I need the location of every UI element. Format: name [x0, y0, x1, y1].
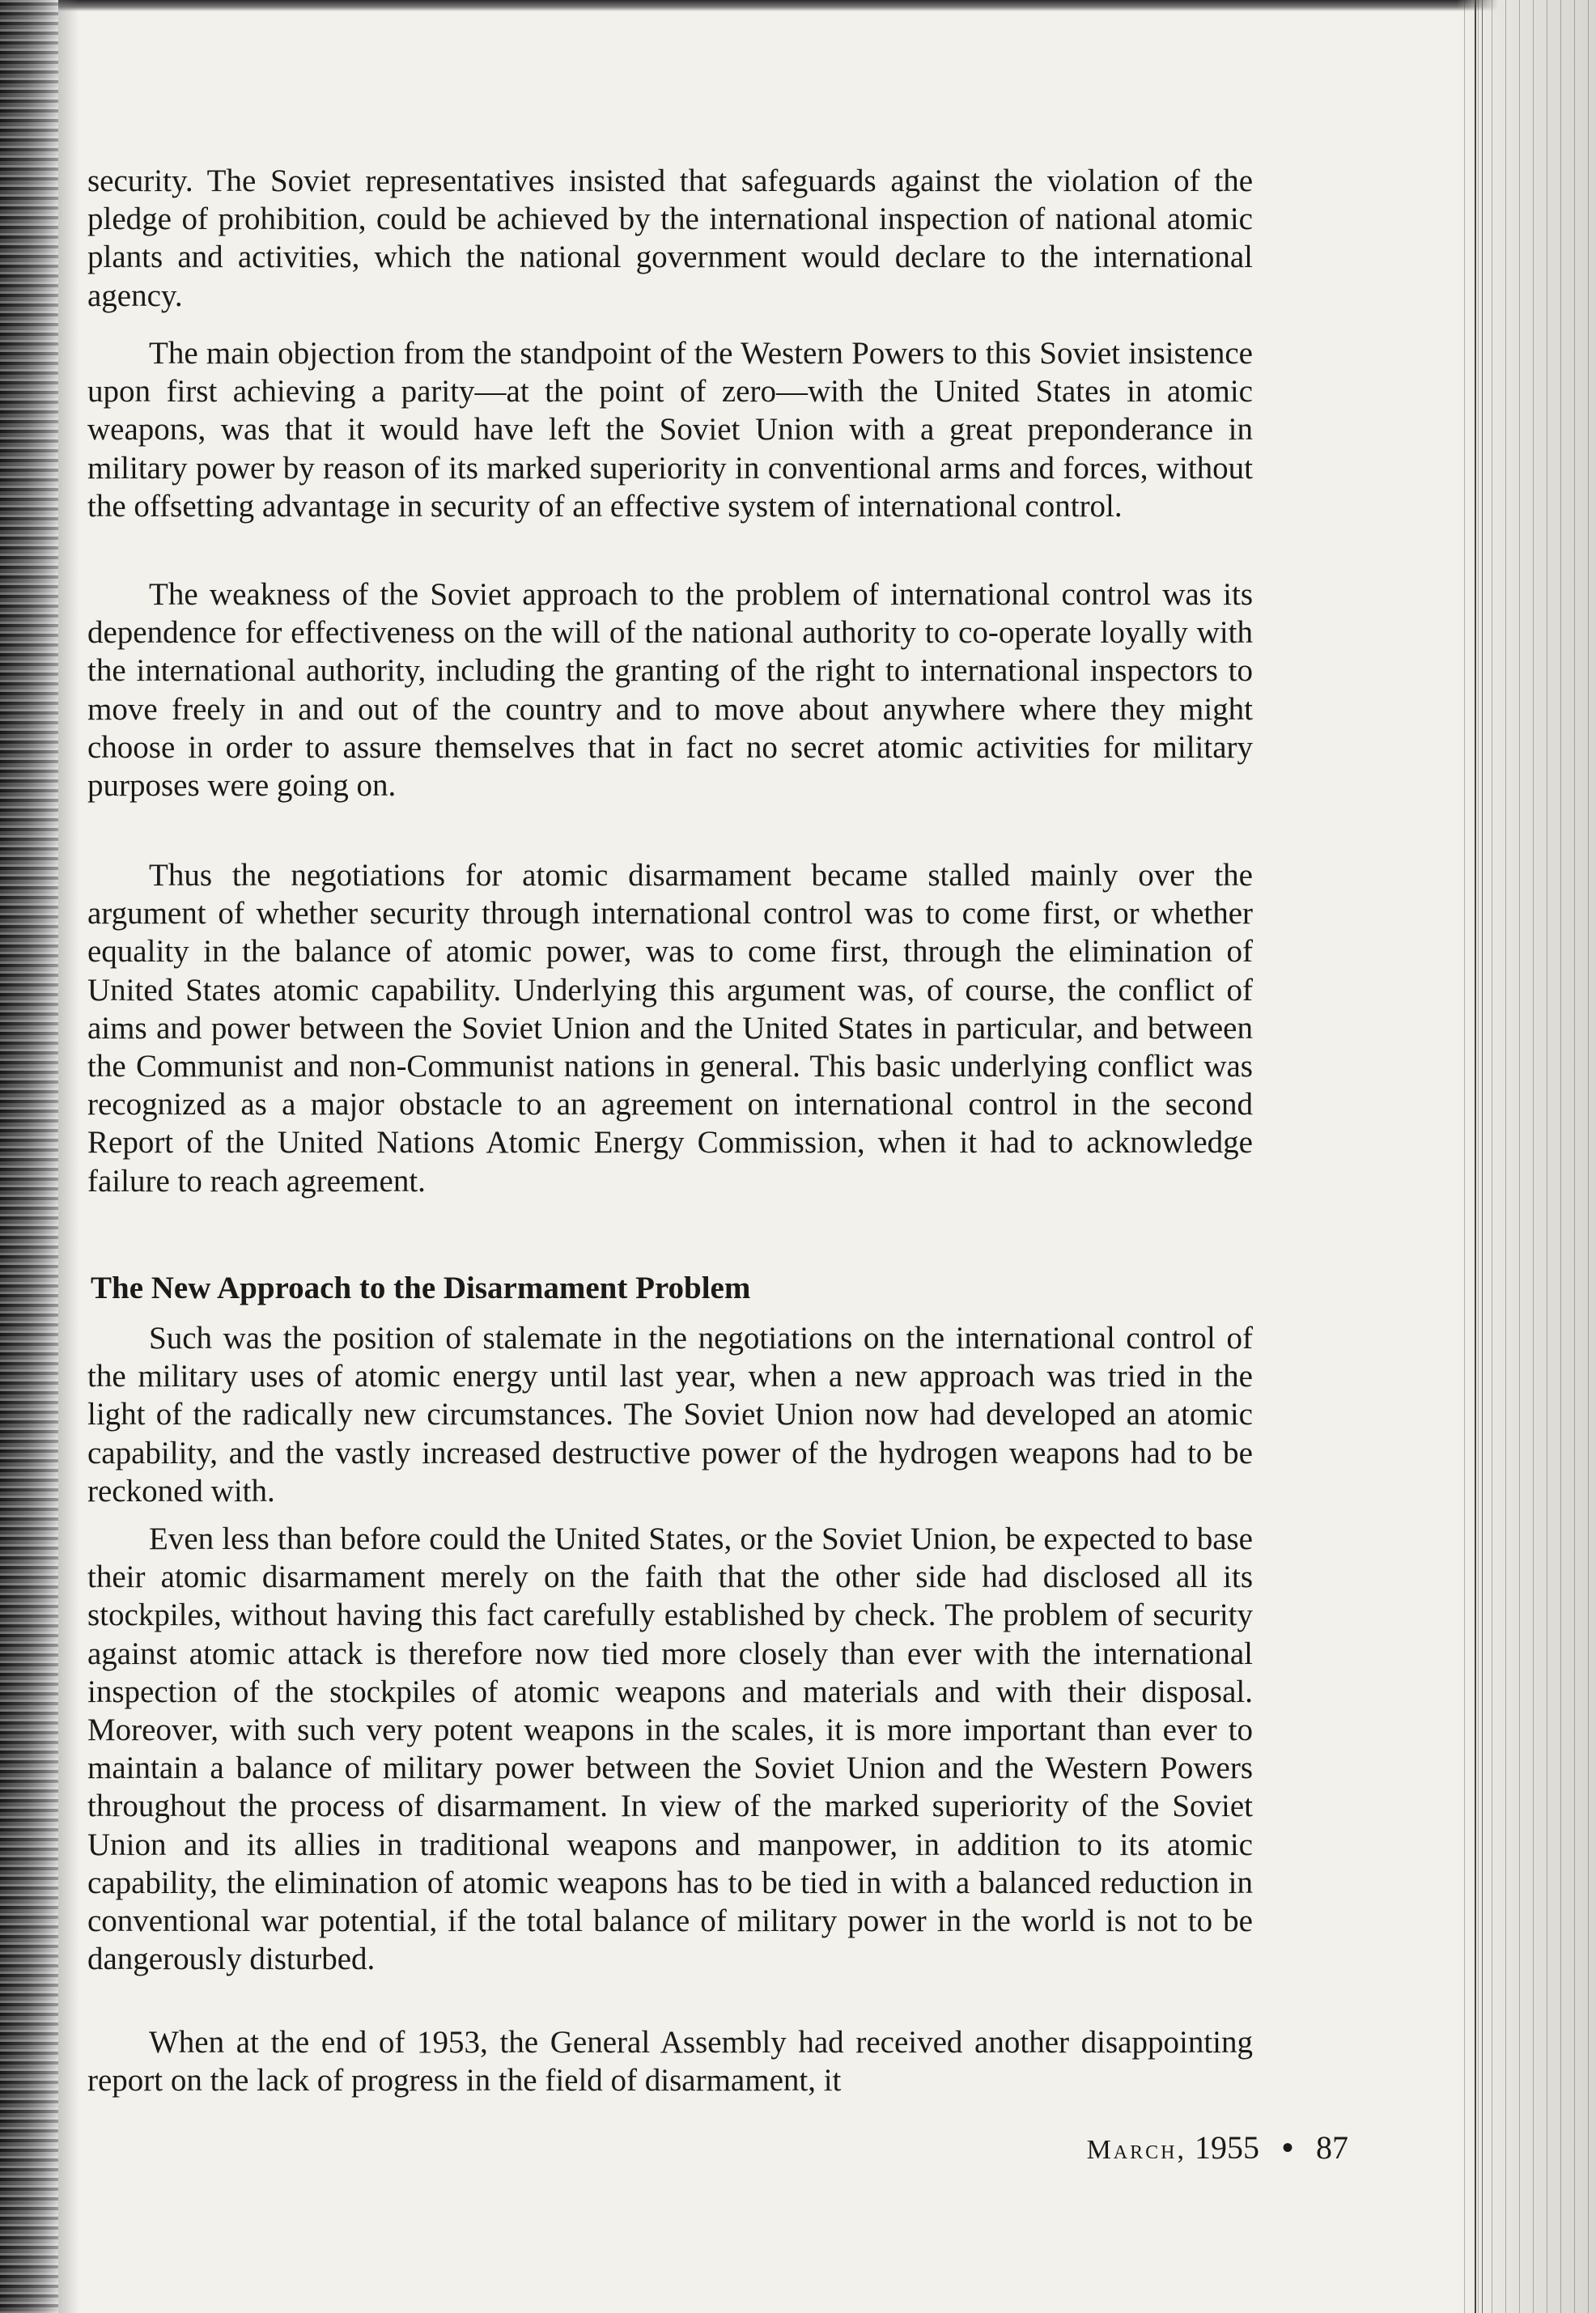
scan-top-edge	[0, 0, 1596, 11]
section-heading: The New Approach to the Disarmament Problem	[91, 1271, 751, 1305]
paragraph	[87, 856, 1253, 1200]
paragraph	[87, 1520, 1253, 1978]
page-footer	[1017, 2128, 1348, 2171]
page-number: 87	[1316, 2129, 1348, 2166]
body-text: security. The Soviet representatives insisted that safeguards against the violation of the pledge of prohibition, could be achieved by the international inspection of national atomic plants and activities, which the national government would declare to the international agency.	[87, 163, 1253, 313]
body-text: Such was the position of stalemate in the negotiations on the international control of the military uses of atomic energy until last year, when a new approach was tried in the light of the radically new circumstances. The Soviet Union now had developed an atomic capability, and the vastly increased destructive power of the hydrogen weapons had to be reckoned with.	[87, 1321, 1253, 1509]
scan-binding-edge	[0, 0, 58, 2313]
body-text: Even less than before could the United States, or the Soviet Union, be expected to base their atomic disarmament merely on the faith that the other side had disclosed all its stockpiles, without having this fact carefully established by check. The problem of security against atomic attack is therefore now tied more closely than ever with the international inspection of the stockpiles of atomic weapons and materials and with their disposal. Moreover, with such very potent weapons in the scales, it is more important than ever to maintain a balance of military power between the Soviet Union and the Western Powers throughout the process of disarmament. In view of the marked superiority of the Soviet Union and its allies in traditional weapons and manpower, in addition to its atomic capability, the elimination of atomic weapons has to be tied in with a balanced reduction in conventional war potential, if the total balance of military power in the world is not to be dangerously disturbed.	[87, 1521, 1253, 1977]
scan-edge-line-secondary	[1482, 0, 1483, 2313]
scan-binding-shadow	[58, 0, 79, 2313]
paragraph	[87, 334, 1253, 525]
paragraph	[87, 575, 1253, 804]
body-text: The weakness of the Soviet approach to the problem of international control was its dependence for effectiveness on the will of the national authority to co-operate loyally with the international authority, including the granting of the right to international inspectors to move freely in and out of the country and to move about anywhere where they might choose in order to assure themselves that in fact no secret atomic activities for military purposes were going on.	[87, 577, 1253, 804]
footer-month: March,	[1086, 2135, 1186, 2165]
footer-year: 1955	[1194, 2129, 1259, 2166]
scan-edge-line	[1475, 0, 1476, 2313]
footer-separator: •	[1281, 2129, 1293, 2166]
body-text: When at the end of 1953, the General Assembly had received another disappointing report on the lack of progress in the field of disarmament, it	[87, 2025, 1253, 2099]
body-text: The main objection from the standpoint of the Western Powers to this Soviet insistence upon first achieving a parity—at the point of zero—with the United States in atomic weapons, was that it would have left the Soviet Union with a great preponderance in military power by reason of its marked superiority in conventional arms and forces, without the offsetting advantage in security of an effective system of international control.	[87, 336, 1253, 524]
paragraph-continues	[87, 2023, 1253, 2099]
paragraph-continued	[87, 162, 1253, 315]
scan-page-edges	[1457, 0, 1596, 2313]
paragraph	[87, 1319, 1253, 1510]
body-text: Thus the negotiations for atomic disarmament became stalled mainly over the argument of whether security through international control was to come first, or whether equality in the balance of atomic power, was to come first, through the elimination of United States atomic capability. Underlying this argument was, of course, the conflict of aims and power between the Soviet Union and the United States in particular, and between the Communist and non-Communist nations in general. This basic underlying conflict was recognized as a major obstacle to an agreement on international control in the second Report of the United Nations Atomic Energy Commission, when it had to acknowledge failure to reach agreement.	[87, 858, 1253, 1199]
